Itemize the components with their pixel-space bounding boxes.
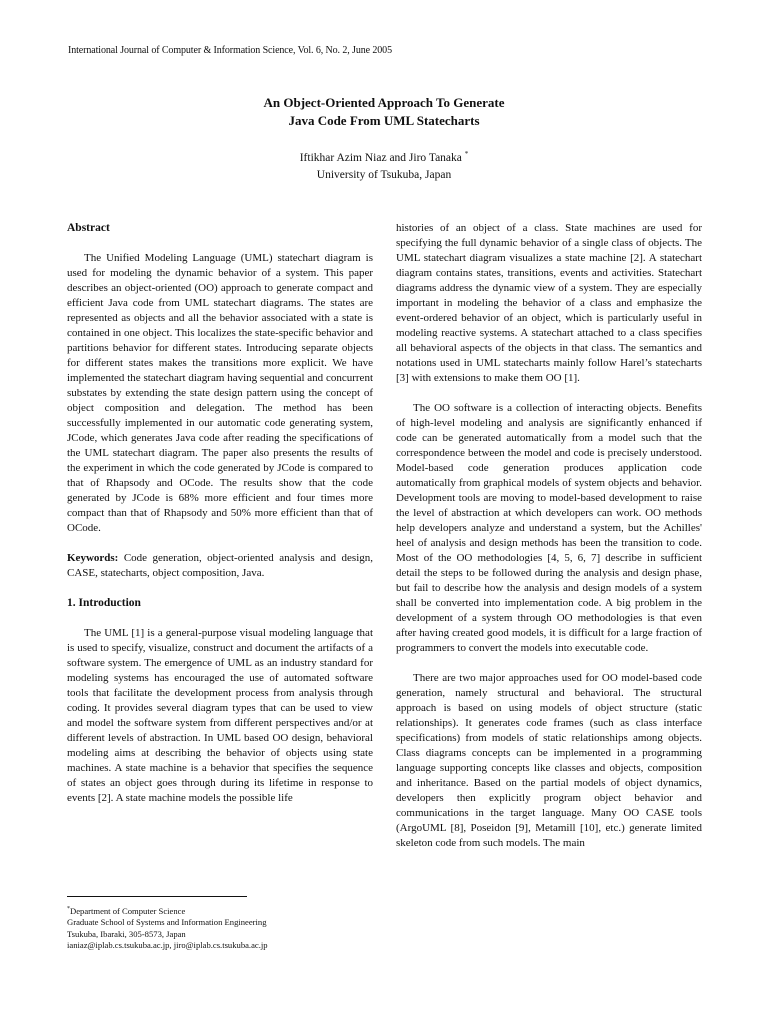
footnote-line-2: Graduate School of Systems and Information Engineering bbox=[67, 917, 267, 928]
abstract-text: The Unified Modeling Language (UML) statechart diagram is used for modeling the dynamic behavior of a system. This paper describes an object-oriented (OO) approach to generate compact and efficient Java code from UML statechart diagrams. The states are represented as objects and all the behavior associated with a state is contained in one object. This localizes the state-specific behavior and partitions behavior for different states. Introducing separate objects for different states makes the transitions more explicit. We have implemented the statechart diagram having sequential and concurrent substates by extending the state design pattern using the concept of object composition and delegation. The method has been successfully implemented in our automatic code generating system, JCode, which generates Java code after reading the specifications of the UML statechart diagram. The paper also presents the results of the experiment in which the code generated by JCode is compared to that of Rhapsody and OCode. The results show that the code generated by JCode is 68% more efficient and four times more compact than that of Rhapsody and 50% more efficient than that of OCode. bbox=[67, 252, 373, 534]
keywords-paragraph bbox=[67, 551, 373, 581]
title-line-1: An Object-Oriented Approach To Generate bbox=[263, 95, 505, 110]
author-affiliation: University of Tsukuba, Japan bbox=[316, 168, 452, 181]
author-names-line bbox=[0, 146, 768, 167]
abstract-heading: Abstract bbox=[67, 222, 110, 234]
right-paragraph-2: The OO software is a collection of interacting objects. Benefits of high-level modeling and analysis are significantly enhanced if code can be generated automatically from a model such that the correspondence between the model and code is precisely understood. Model-based code generation produces application code automatically from graphical models of system objects and behavior. Development tools are moving to model-based development to raise the level of abstraction at which developers can work. OO methods help developers analyze and understand a system, but the Achilles' heel of analysis and design methods has been the transition to code. Most of the OO methodologies [4, 5, 6, 7] describe in sufficient detail the steps to be followed during the analysis and design phase, but fail to describe how the analysis and design models of a system shall be converted into implementation code. A big problem in the development of a system through OO methodologies is that even after having created good models, it is difficult for a large fraction of programmers to convert the models into executable code. bbox=[396, 402, 702, 654]
right-column bbox=[396, 221, 702, 851]
keywords-text: Code generation, object-oriented analysis and design, CASE, statecharts, object composition, Java. bbox=[67, 552, 373, 579]
footnote bbox=[67, 904, 367, 952]
footnote-emails: ianiaz@iplab.cs.tsukuba.ac.jp, jiro@iplab.cs.tsukuba.ac.jp bbox=[67, 940, 268, 951]
introduction-heading: 1. Introduction bbox=[67, 597, 141, 609]
footnote-divider bbox=[67, 896, 247, 897]
author-names: Iftikhar Azim Niaz and Jiro Tanaka bbox=[299, 151, 462, 164]
author-footnote-marker: * bbox=[464, 150, 469, 158]
journal-header: International Journal of Computer & Information Science, Vol. 6, No. 2, June 2005 bbox=[68, 45, 392, 56]
footnote-department: Department of Computer Science bbox=[70, 905, 186, 916]
introduction-paragraph-1: The UML [1] is a general-purpose visual modeling language that is used to specify, visualize, construct and document the artifacts of a software system. The emergence of UML as an industry standard for modeling systems has encouraged the use of automated software tools that facilitate the development process from analysis through coding. It provides several diagram types that can be used to view and model the software system from different perspectives and/or at different levels of abstraction. In UML based OO design, behavioral modeling aims at describing the behavior of objects using state machines. A state machine is a behavior that specifies the sequence of states an object goes through during its lifetime in response to events [2]. A state machine models the possible life bbox=[67, 627, 373, 804]
right-paragraph-1: histories of an object of a class. State machines are used for specifying the full dynamic behavior of a single class of objects. The UML statechart diagram visualizes a state machine [2]. A statechart diagram contains states, transitions, events and activities. Statechart diagrams address the dynamic view of a system. They are especially important in modeling the behavior of a class and emphasize the event-ordered behavior of an object, which is particularly useful in modeling reactive systems. A statechart attached to a class specifies all behavioral aspects of the objects in that class. The semantics and notations used in UML statecharts mainly follow Harel’s statecharts [3] with extensions to make them OO [1]. bbox=[396, 222, 702, 384]
title-line-2: Java Code From UML Statecharts bbox=[288, 113, 480, 128]
footnote-line-3: Tsukuba, Ibaraki, 305-8573, Japan bbox=[67, 928, 186, 939]
footnote-marker: * bbox=[67, 906, 70, 912]
left-column bbox=[67, 221, 373, 806]
author-block bbox=[0, 146, 768, 184]
right-paragraph-3: There are two major approaches used for OO model-based code generation, namely structural and behavioral. The structural approach is based on using models of object structure (static relationships). It generates code frames (such as class interface specifications) from models of static relationships among objects. Class diagrams concepts can be implemented in a programming language supporting concepts like classes and objects, composition and inheritance. Based on the partial models of object dynamics, developers then explicitly program object behavior and communications in the target language. Many OO CASE tools (ArgoUML [8], Poseidon [9], Metamill [10], etc.) generate limited skeleton code from such models. The main bbox=[396, 672, 702, 849]
keywords-label: Keywords: bbox=[67, 552, 119, 564]
footnote-line-1 bbox=[67, 904, 367, 917]
paper-title bbox=[0, 94, 768, 130]
